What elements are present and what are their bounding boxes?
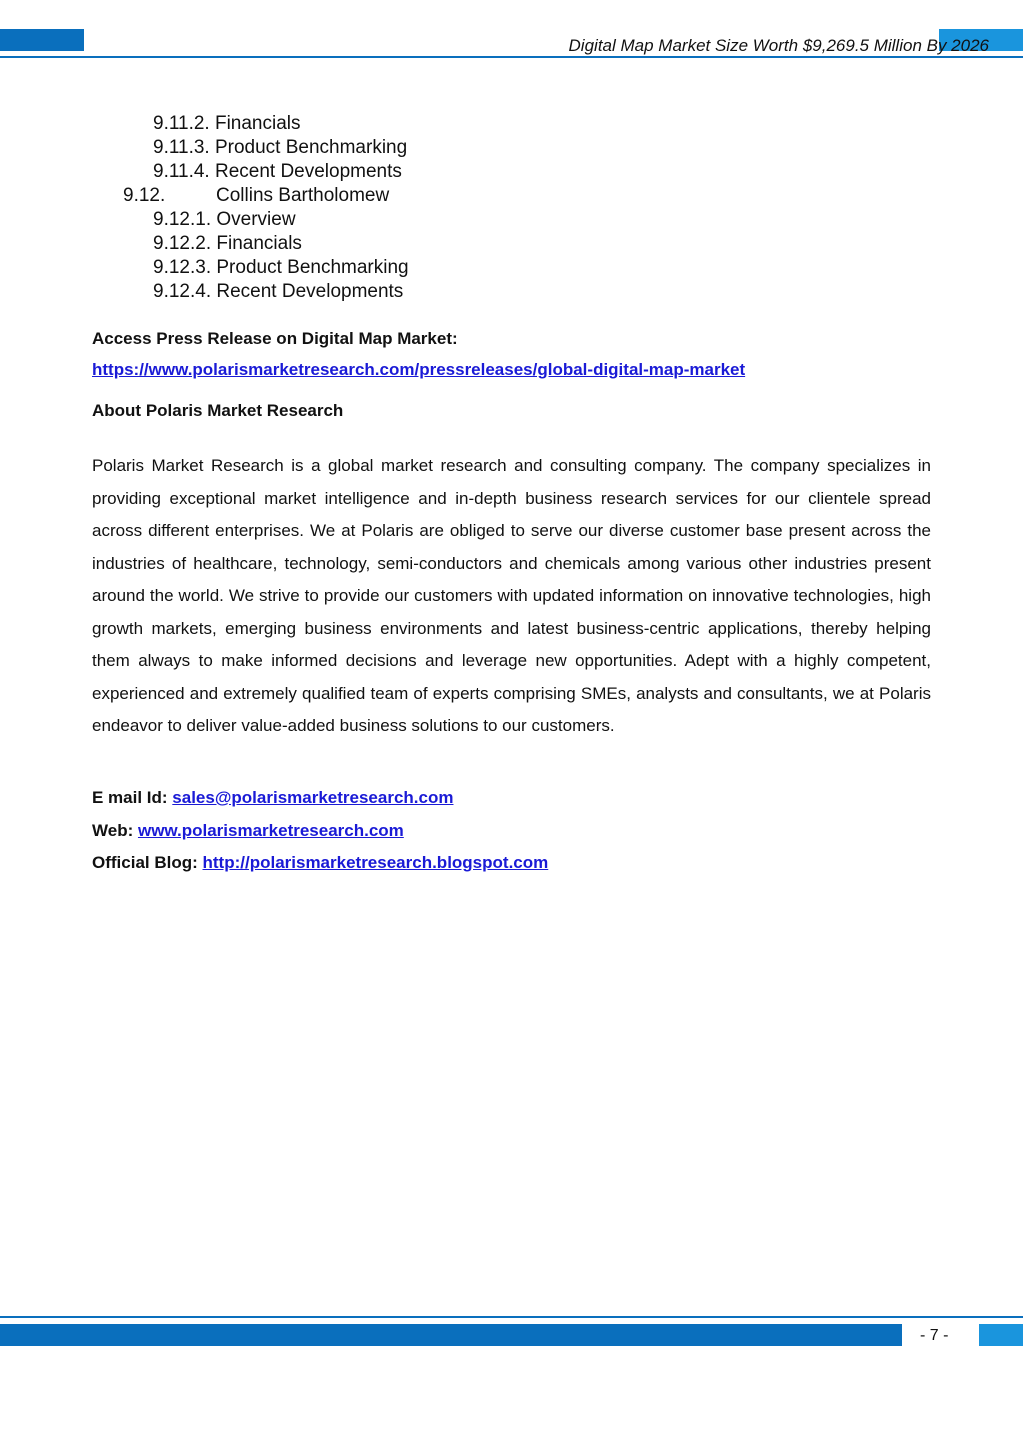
- toc-item-label: 9.12.2. Financials: [153, 233, 302, 254]
- toc-item-label: 9.11.2. Financials: [153, 113, 301, 134]
- header-accent-left: [0, 29, 84, 51]
- blog-label: Official Blog:: [92, 853, 203, 872]
- footer-rule: [0, 1316, 1023, 1318]
- header-rule: [0, 56, 1023, 58]
- blog-link[interactable]: http://polarismarketresearch.blogspot.com: [202, 853, 549, 872]
- web-link[interactable]: www.polarismarketresearch.com: [137, 821, 404, 840]
- toc-section-number: 9.12.: [123, 185, 166, 206]
- header-title: Digital Map Market Size Worth $9,269.5 Million By 2026: [568, 36, 989, 55]
- toc-item: [0, 208, 1023, 232]
- toc-item: [0, 112, 1023, 136]
- email-label: E mail Id:: [92, 788, 173, 807]
- web-label: Web:: [92, 821, 138, 840]
- web-line: [92, 821, 404, 841]
- toc-item-label: 9.11.4. Recent Developments: [153, 161, 402, 182]
- press-release-heading: Access Press Release on Digital Map Market:: [92, 329, 458, 348]
- about-paragraph: Polaris Market Research is a global market research and consulting company. The company specializes in providing exceptional market intelligence and in-depth business research services for our clientele spread across different enterprises. We at Polaris are obliged to serve our diverse customer base present across the industries of healthcare, technology, semi-conductors and chemicals among various other industries present around the world. We strive to provide our customers with updated information on innovative technologies, high growth markets, emerging business environments and latest business-centric applications, thereby helping them always to make informed decisions and leverage new opportunities. Adept with a highly competent, experienced and extremely qualified team of experts comprising SMEs, analysts and consultants, we at Polaris endeavor to deliver value-added business solutions to our customers.: [92, 456, 931, 735]
- toc-item: [0, 136, 1023, 160]
- page-number: - 7 -: [920, 1327, 949, 1344]
- press-release-link[interactable]: https://www.polarismarketresearch.com/pressreleases/global-digital-map-market: [92, 360, 746, 379]
- toc-item: [0, 280, 1023, 304]
- footer-accent-right: [979, 1324, 1023, 1346]
- toc-item-label: 9.12.3. Product Benchmarking: [153, 257, 409, 278]
- toc-item: [0, 160, 1023, 184]
- toc-item: [0, 232, 1023, 256]
- about-heading: About Polaris Market Research: [92, 401, 344, 420]
- email-line: [92, 788, 453, 808]
- toc-item: [0, 256, 1023, 280]
- toc-item-label: 9.12.4. Recent Developments: [153, 281, 404, 302]
- email-link[interactable]: sales@polarismarketresearch.com: [172, 788, 454, 807]
- blog-line: [92, 853, 548, 873]
- toc-section: [0, 184, 1023, 208]
- press-release-link-wrap: [92, 360, 745, 380]
- toc-item-label: 9.12.1. Overview: [153, 209, 296, 230]
- footer-bar: [0, 1324, 902, 1346]
- toc-section-name: Collins Bartholomew: [216, 185, 390, 206]
- toc-item-label: 9.11.3. Product Benchmarking: [153, 137, 408, 158]
- table-of-contents: [0, 112, 1023, 304]
